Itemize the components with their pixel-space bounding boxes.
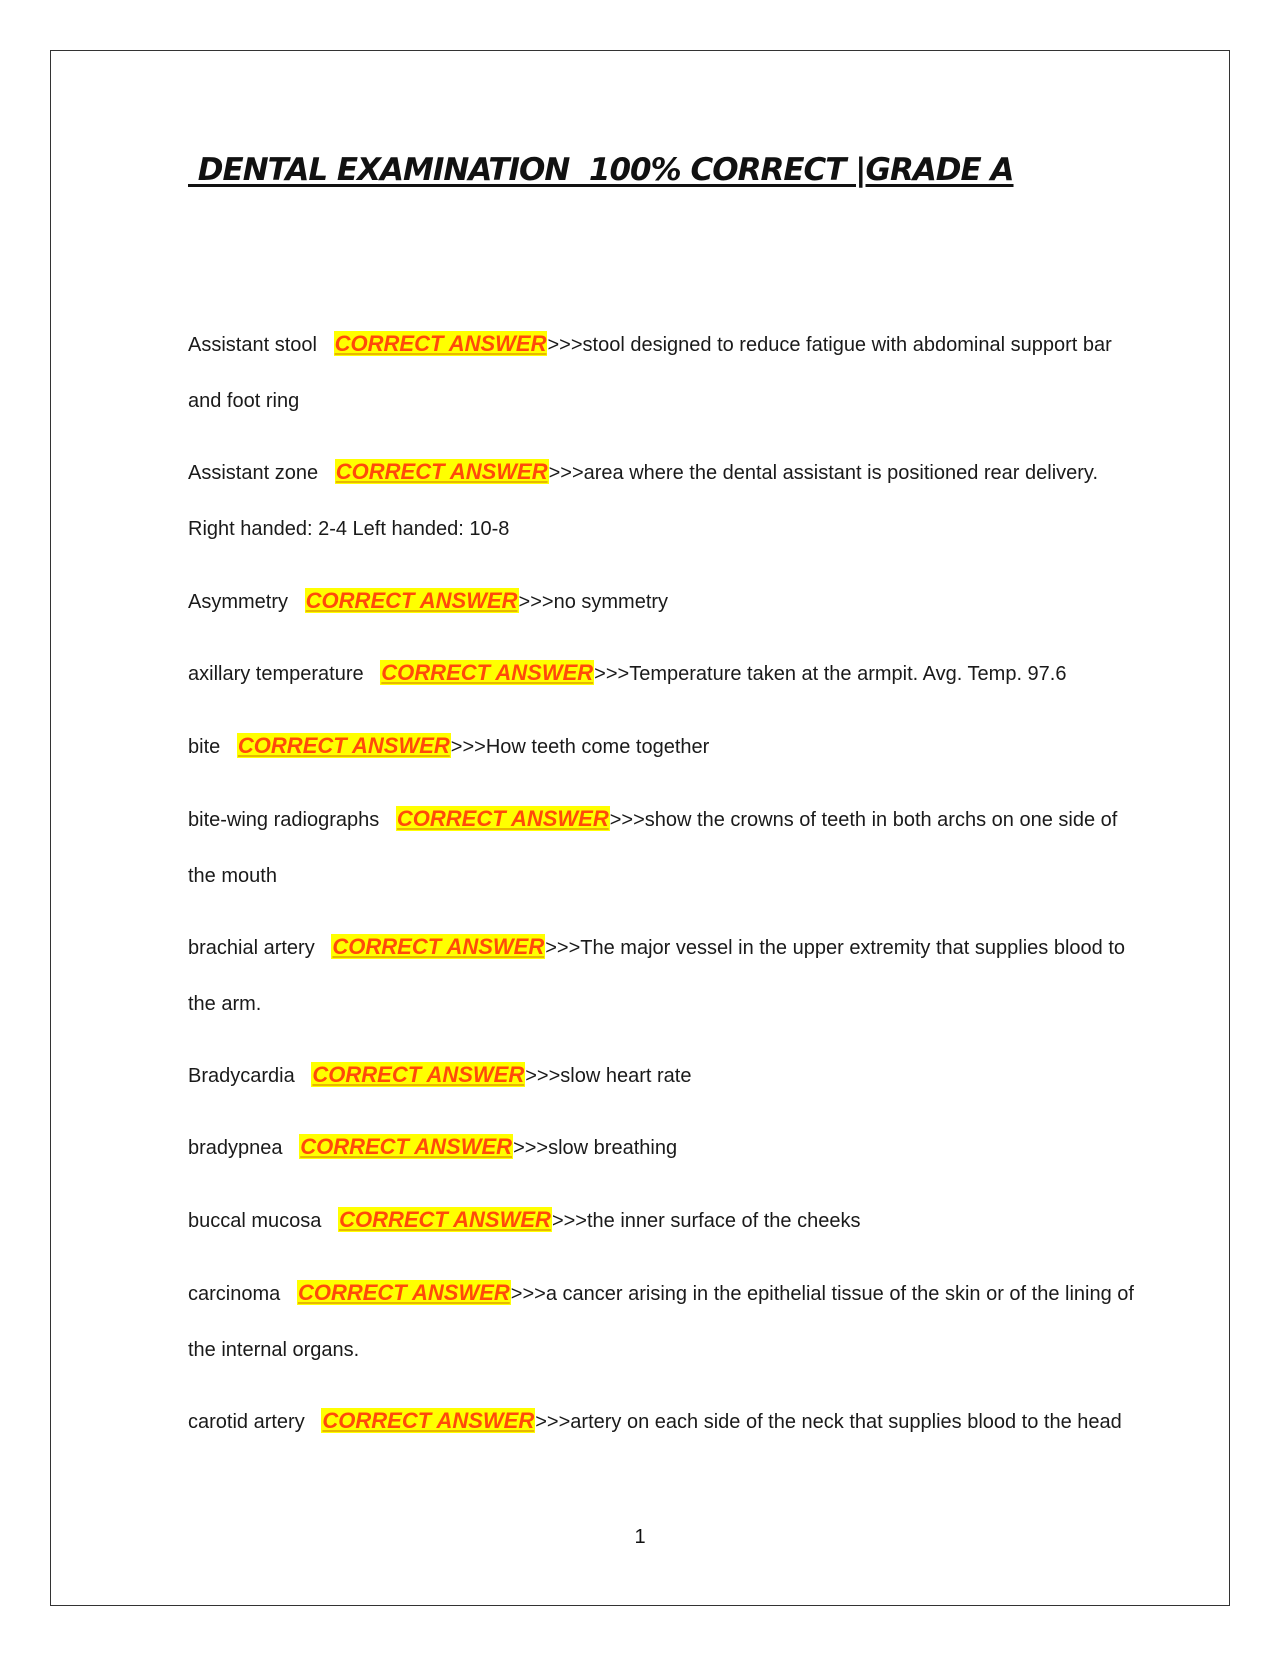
- correct-answer-label: CORRECT ANSWER: [381, 660, 594, 685]
- entry-assistant-zone: [188, 444, 1134, 557]
- entry-term: Asymmetry: [188, 591, 305, 613]
- page-number: 1: [634, 1526, 646, 1548]
- entry-axillary-temperature: [188, 645, 1134, 702]
- entry-bite: [188, 718, 1134, 775]
- correct-answer-label: CORRECT ANSWER: [396, 806, 609, 831]
- correct-answer-label: CORRECT ANSWER: [335, 459, 548, 484]
- entry-bite-wing-radiographs: [188, 791, 1134, 904]
- entry-assistant-stool: [188, 316, 1134, 429]
- entry-term: carotid artery: [188, 1411, 322, 1433]
- entry-bradycardia: [188, 1047, 1134, 1104]
- entry-definition: >>>stool designed to reduce fatigue with abdominal support bar and foot ring: [188, 334, 1112, 412]
- entry-carotid-artery: [188, 1393, 1134, 1450]
- entry-asymmetry: [188, 573, 1134, 630]
- entry-definition: >>>a cancer arising in the epithelial tissue of the skin or of the lining of the internal organs.: [188, 1283, 1134, 1361]
- entry-term: carcinoma: [188, 1283, 297, 1305]
- entry-definition: >>>slow heart rate: [525, 1065, 692, 1087]
- correct-answer-label: CORRECT ANSWER: [312, 1062, 525, 1087]
- correct-answer-label: CORRECT ANSWER: [237, 733, 450, 758]
- entry-definition: >>>the inner surface of the cheeks: [551, 1210, 861, 1232]
- entry-definition: >>>show the crowns of teeth in both archs on one side of the mouth: [188, 809, 1118, 887]
- entry-brachial-artery: [188, 919, 1134, 1032]
- entry-definition: >>>How teeth come together: [450, 736, 710, 758]
- entry-definition: >>>artery on each side of the neck that supplies blood to the head: [535, 1411, 1122, 1433]
- entry-bradypnea: [188, 1119, 1134, 1176]
- correct-answer-label: CORRECT ANSWER: [339, 1207, 551, 1232]
- correct-answer-label: CORRECT ANSWER: [322, 1408, 535, 1433]
- entry-definition: >>>area where the dental assistant is positioned rear delivery. Right handed: 2-4 Left handed: 10-8: [188, 462, 1099, 540]
- entry-definition: >>>no symmetry: [518, 591, 669, 613]
- entry-term: brachial artery: [188, 937, 332, 959]
- entry-term: Assistant stool: [188, 334, 334, 356]
- correct-answer-label: CORRECT ANSWER: [300, 1134, 513, 1159]
- correct-answer-label: CORRECT ANSWER: [334, 331, 547, 356]
- entry-term: bite: [188, 736, 237, 758]
- entry-definition: >>>The major vessel in the upper extremity that supplies blood to the arm.: [188, 937, 1126, 1015]
- document-title: DENTAL EXAMINATION 100% CORRECT |GRADE A: [188, 152, 1014, 188]
- entry-term: Bradycardia: [188, 1065, 312, 1087]
- entry-term: axillary temperature: [188, 663, 381, 685]
- entry-buccal-mucosa: [188, 1192, 1134, 1249]
- correct-answer-label: CORRECT ANSWER: [332, 934, 545, 959]
- correct-answer-label: CORRECT ANSWER: [297, 1280, 510, 1305]
- entry-term: buccal mucosa: [188, 1210, 339, 1232]
- entry-definition: >>>Temperature taken at the armpit. Avg. Temp. 97.6: [594, 663, 1067, 685]
- entry-definition: >>>slow breathing: [513, 1137, 678, 1159]
- correct-answer-label: CORRECT ANSWER: [305, 588, 518, 613]
- entry-term: bradypnea: [188, 1137, 300, 1159]
- entry-carcinoma: [188, 1265, 1134, 1378]
- entry-term: Assistant zone: [188, 462, 335, 484]
- entry-term: bite-wing radiographs: [188, 809, 396, 831]
